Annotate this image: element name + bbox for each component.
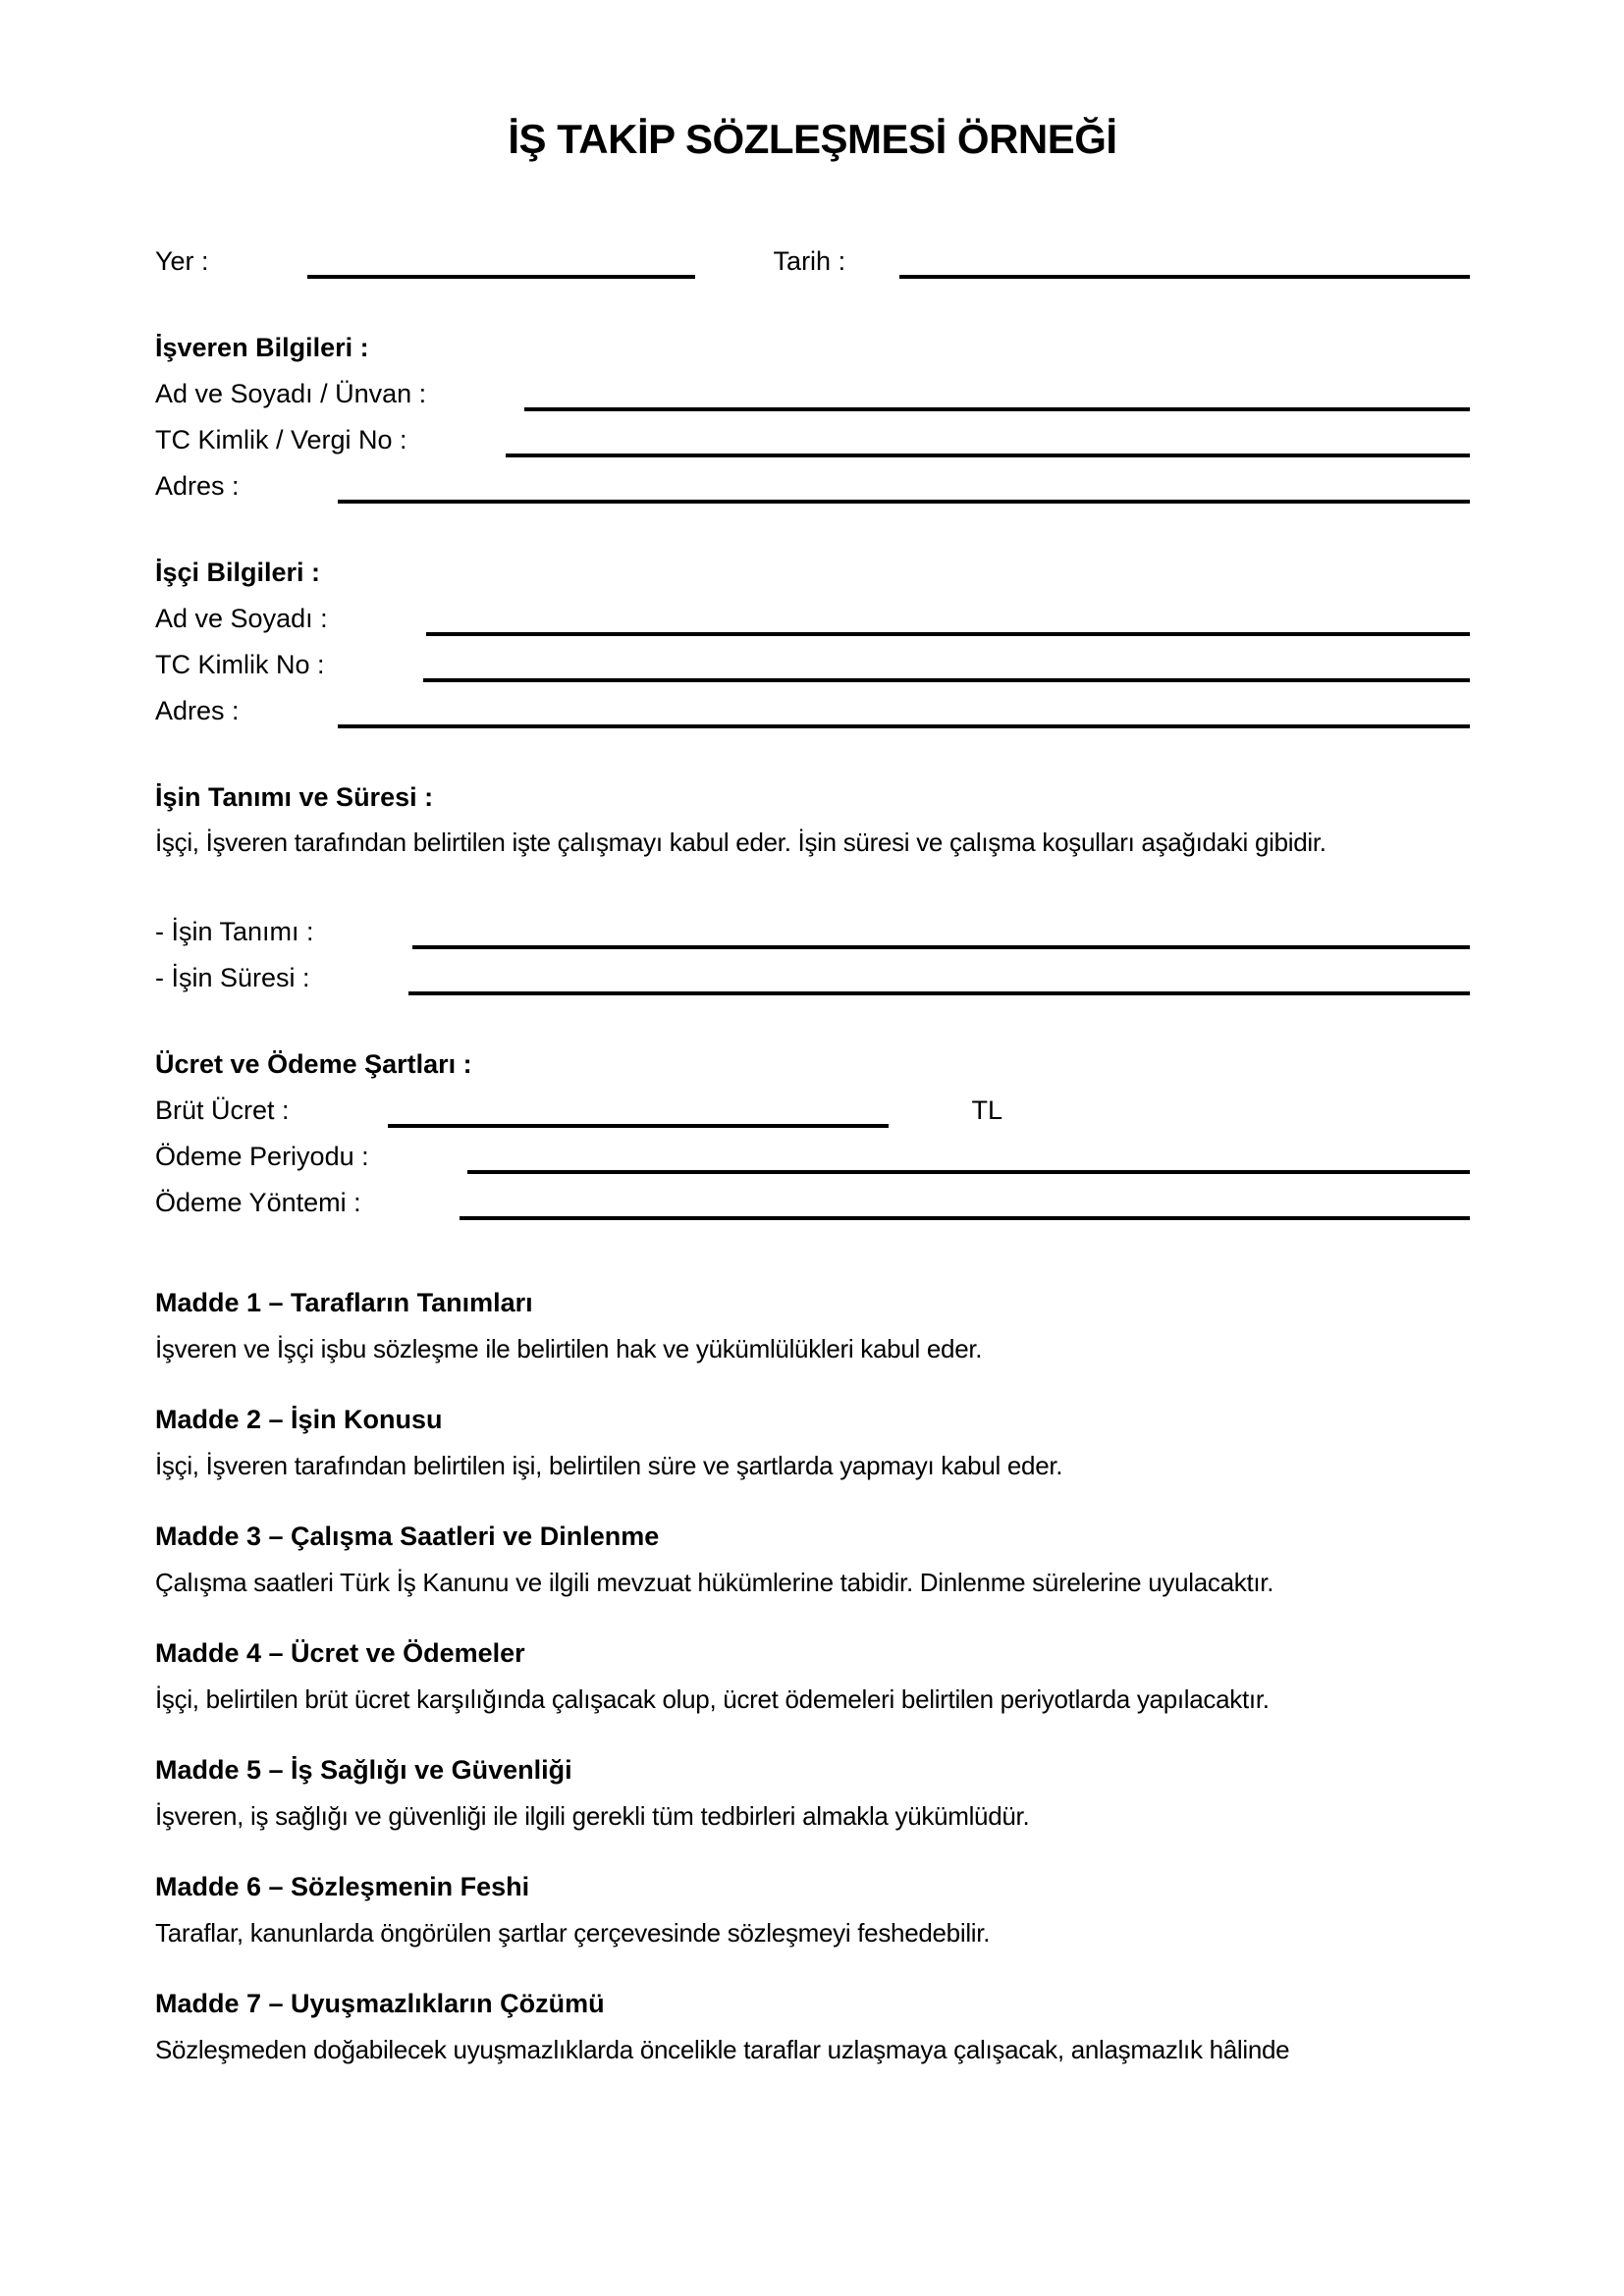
worker-name-row — [155, 588, 1470, 634]
article-3 — [155, 1521, 1470, 1598]
article-7-heading: Madde 7 – Uyuşmazlıkların Çözümü — [155, 1989, 605, 2018]
worker-section-heading: İşçi Bilgileri : — [155, 558, 321, 587]
employer-section-heading: İşveren Bilgileri : — [155, 333, 369, 362]
article-5 — [155, 1754, 1470, 1832]
job-definition-label: - İşin Tanımı : — [155, 916, 314, 946]
job-section-heading: İşin Tanımı ve Süresi : — [155, 782, 434, 812]
worker-name-label: Ad ve Soyadı : — [155, 603, 328, 633]
currency-label: TL — [971, 1095, 1003, 1125]
article-4-heading: Madde 4 – Ücret ve Ödemeler — [155, 1638, 525, 1668]
article-4 — [155, 1637, 1470, 1715]
employer-id-row — [155, 409, 1470, 455]
payment-method-label: Ödeme Yöntemi : — [155, 1187, 361, 1217]
article-6 — [155, 1871, 1470, 1949]
employer-address-row — [155, 455, 1470, 502]
job-definition-row — [155, 901, 1470, 947]
worker-id-field-line — [423, 678, 1470, 682]
article-2 — [155, 1404, 1470, 1481]
articles-section — [155, 1287, 1470, 2065]
worker-name-field-line — [426, 632, 1470, 636]
worker-address-row — [155, 680, 1470, 726]
worker-id-row — [155, 634, 1470, 680]
gross-salary-field-line — [388, 1124, 889, 1128]
employer-info-section — [155, 332, 1470, 502]
article-2-heading: Madde 2 – İşin Konusu — [155, 1405, 443, 1434]
payment-method-row — [155, 1172, 1470, 1218]
article-6-text: Taraflar, kanunlarda öngörülen şartlar çerçevesinde sözleşmeyi feshedebilir. — [155, 1918, 991, 1948]
article-5-text: İşveren, iş sağlığı ve güvenliği ile ilgili gerekli tüm tedbirleri almakla yükümlüdür. — [155, 1801, 1030, 1831]
place-field-line — [307, 275, 695, 279]
worker-id-label: TC Kimlik No : — [155, 649, 325, 679]
article-7 — [155, 1988, 1470, 2065]
article-1-text: İşveren ve İşçi işbu sözleşme ile belirtilen hak ve yükümlülükleri kabul eder. — [155, 1334, 983, 1363]
article-1 — [155, 1287, 1470, 1364]
article-4-text: İşçi, belirtilen brüt ücret karşılığında çalışacak olup, ücret ödemeleri belirtilen periyotlarda yapılacaktır. — [155, 1684, 1270, 1714]
job-duration-label: - İşin Süresi : — [155, 962, 310, 992]
employer-name-field-line — [524, 407, 1470, 411]
payment-terms-section — [155, 1048, 1470, 1218]
job-duration-row — [155, 947, 1470, 993]
payment-section-heading: Ücret ve Ödeme Şartları : — [155, 1049, 472, 1079]
payment-method-field-line — [460, 1216, 1470, 1220]
job-definition-field-line — [412, 945, 1470, 949]
employer-name-label: Ad ve Soyadı / Ünvan : — [155, 378, 427, 408]
article-1-heading: Madde 1 – Tarafların Tanımları — [155, 1288, 533, 1317]
place-date-row — [155, 236, 1470, 277]
document-title: İŞ TAKİP SÖZLEŞMESİ ÖRNEĞİ — [508, 116, 1117, 162]
job-duration-field-line — [408, 991, 1470, 995]
date-label: Tarih : — [773, 245, 846, 276]
article-2-text: İşçi, İşveren tarafından belirtilen işi, belirtilen süre ve şartlarda yapmayı kabul eder. — [155, 1451, 1063, 1480]
article-7-text: Sözleşmeden doğabilecek uyuşmazlıklarda öncelikle taraflar uzlaşmaya çalışacak, anlaşmazlık hâlinde — [155, 2035, 1290, 2064]
date-field-line — [899, 275, 1470, 279]
payment-period-label: Ödeme Periyodu : — [155, 1141, 369, 1171]
employer-id-label: TC Kimlik / Vergi No : — [155, 424, 407, 454]
place-label: Yer : — [155, 245, 209, 276]
worker-address-label: Adres : — [155, 695, 240, 725]
payment-period-row — [155, 1126, 1470, 1172]
employer-name-row — [155, 363, 1470, 409]
payment-period-field-line — [467, 1170, 1470, 1174]
job-definition-section — [155, 781, 1470, 993]
employer-id-field-line — [506, 454, 1470, 457]
worker-info-section — [155, 557, 1470, 726]
job-section-intro: İşçi, İşveren tarafından belirtilen işte çalışmayı kabul eder. İşin süresi ve çalışma koşulları aşağıdaki gibidir. — [155, 828, 1326, 857]
employer-address-label: Adres : — [155, 470, 240, 501]
article-6-heading: Madde 6 – Sözleşmenin Feshi — [155, 1872, 530, 1901]
article-3-heading: Madde 3 – Çalışma Saatleri ve Dinlenme — [155, 1522, 660, 1551]
employer-address-field-line — [338, 500, 1470, 504]
worker-address-field-line — [338, 724, 1470, 728]
gross-salary-row — [155, 1080, 1470, 1126]
article-3-text: Çalışma saatleri Türk İş Kanunu ve ilgili mevzuat hükümlerine tabidir. Dinlenme sürelerine uyulacaktır. — [155, 1568, 1274, 1597]
gross-salary-label: Brüt Ücret : — [155, 1095, 290, 1125]
article-5-heading: Madde 5 – İş Sağlığı ve Güvenliği — [155, 1755, 572, 1785]
